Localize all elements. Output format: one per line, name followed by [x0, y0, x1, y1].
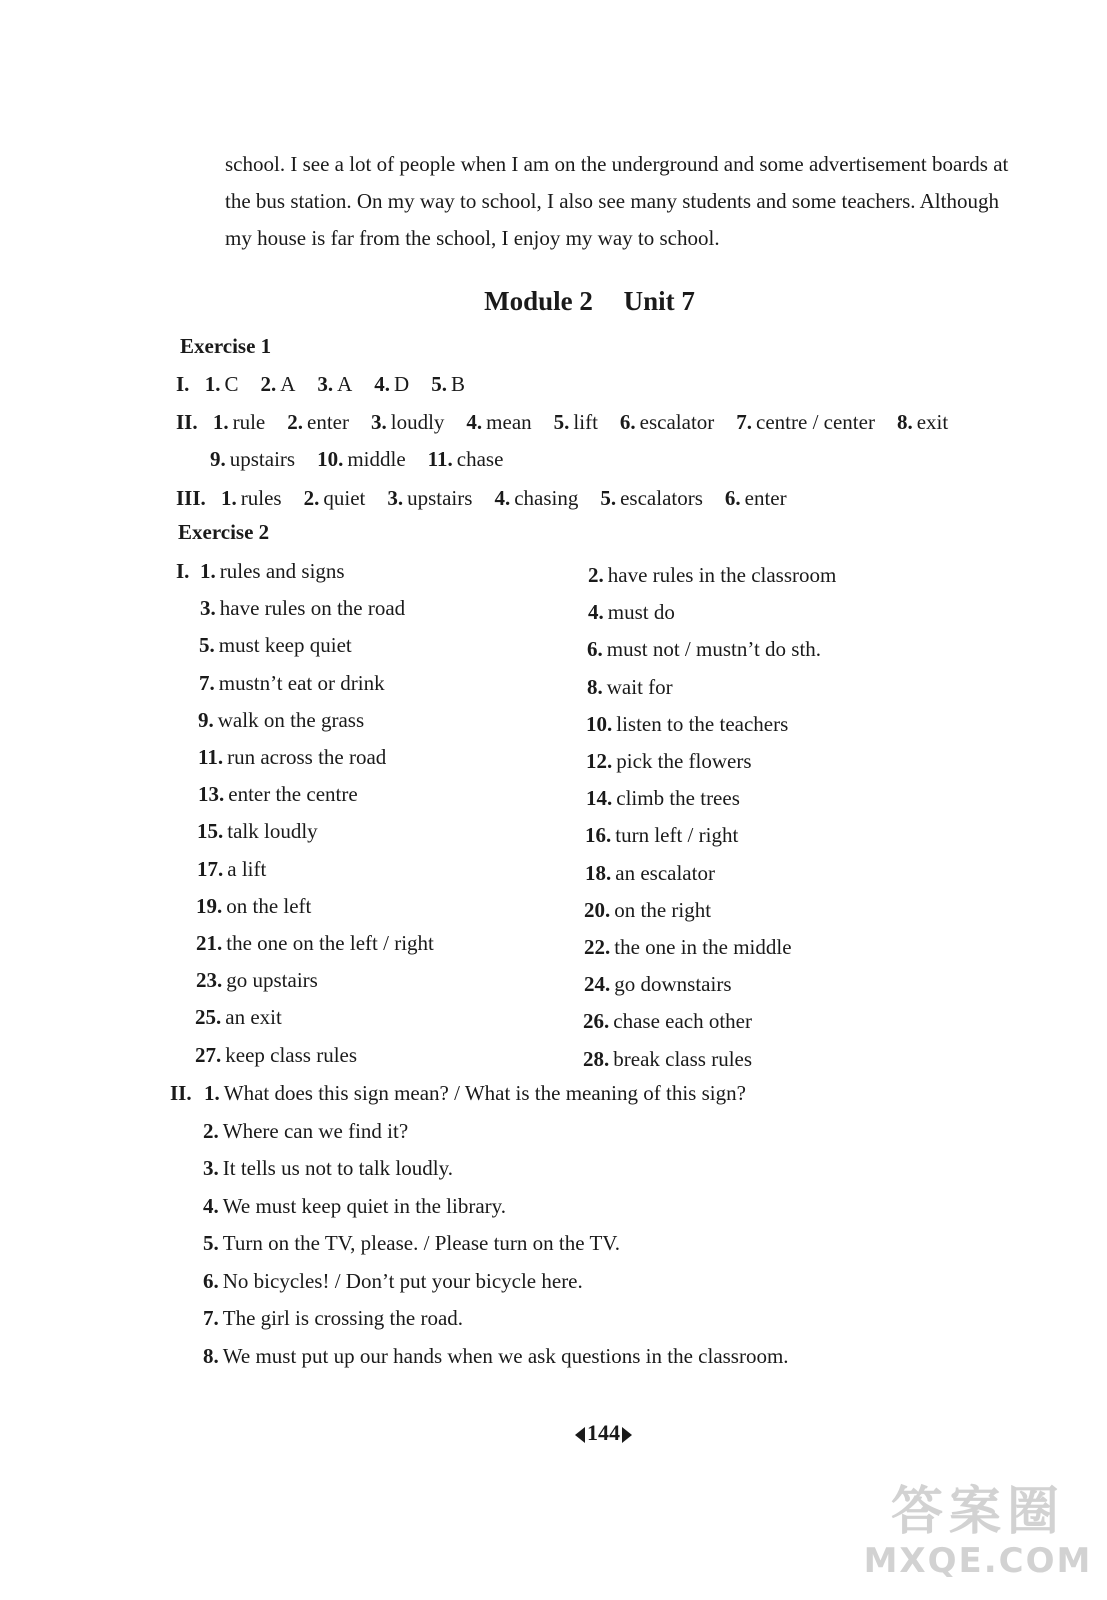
item-number: 9. — [198, 707, 214, 732]
item-number: 2. — [303, 486, 320, 510]
item-number: 19. — [196, 893, 223, 918]
answer-item — [317, 447, 406, 471]
ex1-part-I — [176, 372, 487, 397]
item-number: 3. — [387, 486, 404, 510]
item-number: 1. — [200, 559, 216, 583]
answer-item — [197, 857, 266, 882]
answer-item — [583, 1047, 752, 1072]
answer-item — [588, 563, 836, 588]
ex2-part-I-roman: I. — [176, 559, 190, 583]
item-answer: enter — [744, 486, 787, 510]
item-number: 4. — [203, 1193, 219, 1218]
item-answer: A — [337, 372, 353, 396]
item-answer: climb the trees — [616, 786, 740, 811]
item-answer: Turn on the TV, please. / Please turn on the TV. — [222, 1231, 620, 1255]
item-answer: escalator — [639, 410, 715, 434]
item-answer: upstairs — [407, 486, 473, 510]
item-answer: pick the flowers — [616, 749, 752, 773]
item-answer: C — [224, 372, 239, 396]
item-number: 3. — [203, 1156, 219, 1180]
item-answer: on the right — [614, 897, 712, 922]
answer-item — [736, 410, 875, 434]
item-number: 6. — [724, 486, 741, 510]
unit-label: Unit 7 — [623, 286, 695, 316]
item-answer: must keep quiet — [218, 633, 352, 658]
intro-paragraph — [225, 146, 1085, 257]
item-number: 15. — [197, 819, 224, 844]
item-number: 26. — [583, 1009, 610, 1034]
item-number: 4. — [466, 410, 483, 434]
item-number: 3. — [317, 372, 334, 396]
answer-item — [584, 972, 732, 997]
answer-item — [195, 1043, 357, 1068]
item-answer: an exit — [225, 1005, 282, 1030]
answer-item — [203, 1344, 789, 1369]
item-number: 23. — [196, 968, 223, 993]
item-number: 6. — [619, 410, 636, 434]
item-answer: It tells us not to talk loudly. — [222, 1156, 453, 1180]
exercise1-heading: Exercise 1 — [180, 334, 272, 358]
item-answer: the one in the middle — [614, 935, 792, 959]
item-answer: rules — [240, 486, 282, 510]
item-number: 1. — [204, 372, 221, 396]
answer-item — [198, 708, 364, 733]
right-arrow-icon — [622, 1427, 632, 1443]
item-answer: on the left — [226, 893, 312, 918]
item-number: 10. — [317, 447, 344, 471]
answer-item — [387, 486, 472, 510]
page-number: 144 — [0, 1420, 1107, 1446]
item-number: 2. — [260, 372, 277, 396]
answer-item — [200, 559, 345, 584]
item-answer: A — [280, 372, 296, 396]
item-answer: must not / mustn’t do sth. — [606, 637, 822, 662]
item-answer: must do — [607, 600, 675, 625]
answer-item — [583, 1009, 752, 1034]
answer-item — [600, 486, 703, 510]
section-title — [0, 286, 1107, 317]
answer-item — [196, 894, 311, 919]
answer-item — [196, 931, 434, 956]
roman-numeral: II. — [176, 410, 198, 434]
answer-item — [210, 447, 295, 471]
item-answer: rule — [232, 410, 266, 434]
answer-item — [203, 1269, 583, 1294]
item-answer: go upstairs — [226, 968, 318, 993]
item-answer: break class rules — [613, 1046, 753, 1071]
item-number: 22. — [584, 935, 611, 959]
item-number: 4. — [588, 600, 604, 625]
item-number: 5. — [553, 410, 570, 434]
answer-item — [221, 486, 282, 510]
item-number: 2. — [203, 1118, 219, 1143]
item-answer: rules and signs — [219, 559, 345, 583]
ex2-part-II-roman: II. — [170, 1081, 192, 1105]
answer-item — [203, 1194, 506, 1219]
item-answer: upstairs — [229, 447, 296, 471]
exercise2-heading: Exercise 2 — [178, 520, 270, 544]
item-number: 2. — [588, 563, 604, 587]
item-answer: exit — [916, 410, 949, 434]
answer-item — [197, 819, 318, 844]
answer-item — [205, 372, 239, 396]
answer-item — [198, 745, 386, 770]
answer-item — [195, 1005, 282, 1030]
item-number: 1. — [204, 1081, 220, 1105]
item-number: 18. — [585, 860, 612, 885]
answer-item — [213, 410, 265, 434]
answer-item — [317, 372, 352, 396]
item-number: 1. — [212, 410, 229, 434]
answer-item — [587, 675, 673, 700]
item-number: 4. — [374, 372, 391, 396]
item-answer: middle — [347, 447, 406, 471]
item-answer: quiet — [323, 486, 366, 510]
item-number: 17. — [197, 856, 224, 881]
item-number: 25. — [195, 1005, 222, 1030]
item-answer: the one on the left / right — [226, 931, 434, 955]
item-number: 28. — [583, 1046, 610, 1071]
item-answer: D — [394, 372, 410, 396]
answer-item — [304, 486, 366, 510]
item-answer: chase each other — [613, 1009, 752, 1034]
item-answer: We must put up our hands when we ask questions in the classroom. — [222, 1343, 789, 1368]
item-number: 5. — [199, 633, 215, 658]
answer-item — [585, 861, 715, 886]
answer-item — [203, 1119, 408, 1144]
answer-item — [585, 823, 738, 848]
item-number: 6. — [203, 1268, 219, 1293]
item-answer: talk loudly — [227, 819, 318, 844]
answer-item — [554, 410, 598, 434]
item-answer: chase — [456, 447, 504, 471]
item-answer: We must keep quiet in the library. — [222, 1193, 507, 1218]
intro-line: school. I see a lot of people when I am on the underground and some advertisement boards at — [225, 152, 1009, 176]
item-number: 6. — [587, 637, 603, 662]
item-number: 11. — [198, 745, 224, 769]
item-number: 12. — [586, 749, 613, 773]
item-number: 5. — [431, 372, 447, 396]
ex1-part-III — [176, 486, 809, 511]
item-answer: run across the road — [227, 745, 387, 769]
ex1-part-II-line2 — [210, 447, 525, 472]
answer-item — [494, 486, 578, 510]
item-number: 11. — [427, 447, 453, 471]
answer-item — [203, 1156, 453, 1181]
item-answer: have rules in the classroom — [607, 563, 837, 587]
item-answer: loudly — [390, 410, 445, 434]
item-number: 8. — [203, 1343, 219, 1368]
answer-item — [371, 410, 444, 434]
item-number: 14. — [586, 786, 613, 811]
answer-item — [199, 671, 385, 696]
answer-item — [620, 410, 714, 434]
item-answer: No bicycles! / Don’t put your bicycle here. — [222, 1268, 583, 1293]
answer-item — [200, 596, 405, 621]
item-answer: turn left / right — [615, 823, 739, 848]
item-answer: What does this sign mean? / What is the meaning of this sign? — [223, 1081, 746, 1105]
item-number: 4. — [494, 486, 511, 510]
item-number: 9. — [210, 447, 226, 471]
item-answer: an escalator — [615, 860, 715, 885]
item-answer: walk on the grass — [217, 707, 365, 732]
item-number: 8. — [587, 674, 603, 699]
watermark-logo: 答案圈 MXQE.COM — [863, 1482, 1093, 1581]
answer-item — [198, 782, 358, 807]
intro-line: my house is far from the school, I enjoy my way to school. — [225, 226, 720, 250]
answer-item — [431, 372, 465, 396]
answer-item — [199, 633, 352, 658]
ex1-part-II-line1 — [176, 410, 970, 435]
item-answer: mustn’t eat or drink — [218, 670, 385, 695]
item-answer: enter — [307, 410, 349, 434]
item-answer: B — [450, 372, 465, 396]
answer-item — [203, 1231, 620, 1256]
item-answer: wait for — [606, 674, 673, 699]
intro-line: the bus station. On my way to school, I also see many students and some teachers. Although — [225, 189, 999, 213]
item-answer: escalators — [620, 486, 703, 510]
item-number: 13. — [198, 782, 225, 807]
left-arrow-icon — [575, 1427, 585, 1443]
item-answer: have rules on the road — [219, 596, 406, 621]
answer-item — [260, 372, 295, 396]
answer-item — [586, 749, 752, 774]
item-number: 3. — [200, 596, 216, 621]
item-number: 20. — [584, 897, 611, 922]
module-label: Module 2 — [484, 286, 593, 316]
item-number: 7. — [199, 670, 215, 695]
item-answer: centre / center — [756, 410, 875, 434]
item-answer: keep class rules — [225, 1042, 358, 1067]
item-answer: The girl is crossing the road. — [222, 1306, 464, 1330]
item-number: 1. — [221, 486, 237, 510]
answer-item — [725, 486, 787, 510]
item-number: 27. — [195, 1042, 222, 1067]
answer-item — [203, 1306, 463, 1331]
answer-item — [897, 410, 948, 434]
item-answer: lift — [573, 410, 598, 434]
answer-item — [428, 447, 504, 471]
item-number: 7. — [736, 410, 753, 434]
answer-item — [374, 372, 409, 396]
item-answer: mean — [486, 410, 532, 434]
answer-item — [584, 935, 792, 960]
answer-item — [588, 600, 675, 625]
item-number: 10. — [586, 711, 613, 736]
answer-item — [584, 898, 711, 923]
item-answer: Where can we find it? — [222, 1118, 409, 1143]
roman-numeral: III. — [176, 486, 206, 510]
answer-item — [287, 410, 349, 434]
item-number: 8. — [896, 410, 913, 434]
item-answer: chasing — [514, 486, 579, 510]
item-number: 3. — [371, 410, 387, 434]
item-number: 7. — [203, 1306, 219, 1330]
item-number: 24. — [584, 972, 611, 997]
item-answer: listen to the teachers — [616, 711, 789, 736]
answer-item — [586, 786, 740, 811]
item-number: 5. — [203, 1231, 219, 1255]
item-answer: enter the centre — [228, 782, 358, 807]
item-answer: a lift — [227, 856, 267, 881]
answer-item — [196, 968, 318, 993]
item-number: 21. — [196, 931, 223, 955]
answer-item — [586, 712, 788, 737]
item-answer: go downstairs — [614, 972, 732, 997]
answer-item — [204, 1081, 746, 1106]
roman-numeral: I. — [176, 372, 190, 396]
item-number: 16. — [585, 823, 612, 848]
item-number: 5. — [600, 486, 617, 510]
answer-item — [466, 410, 531, 434]
answer-item — [587, 637, 821, 662]
item-number: 2. — [287, 410, 304, 434]
